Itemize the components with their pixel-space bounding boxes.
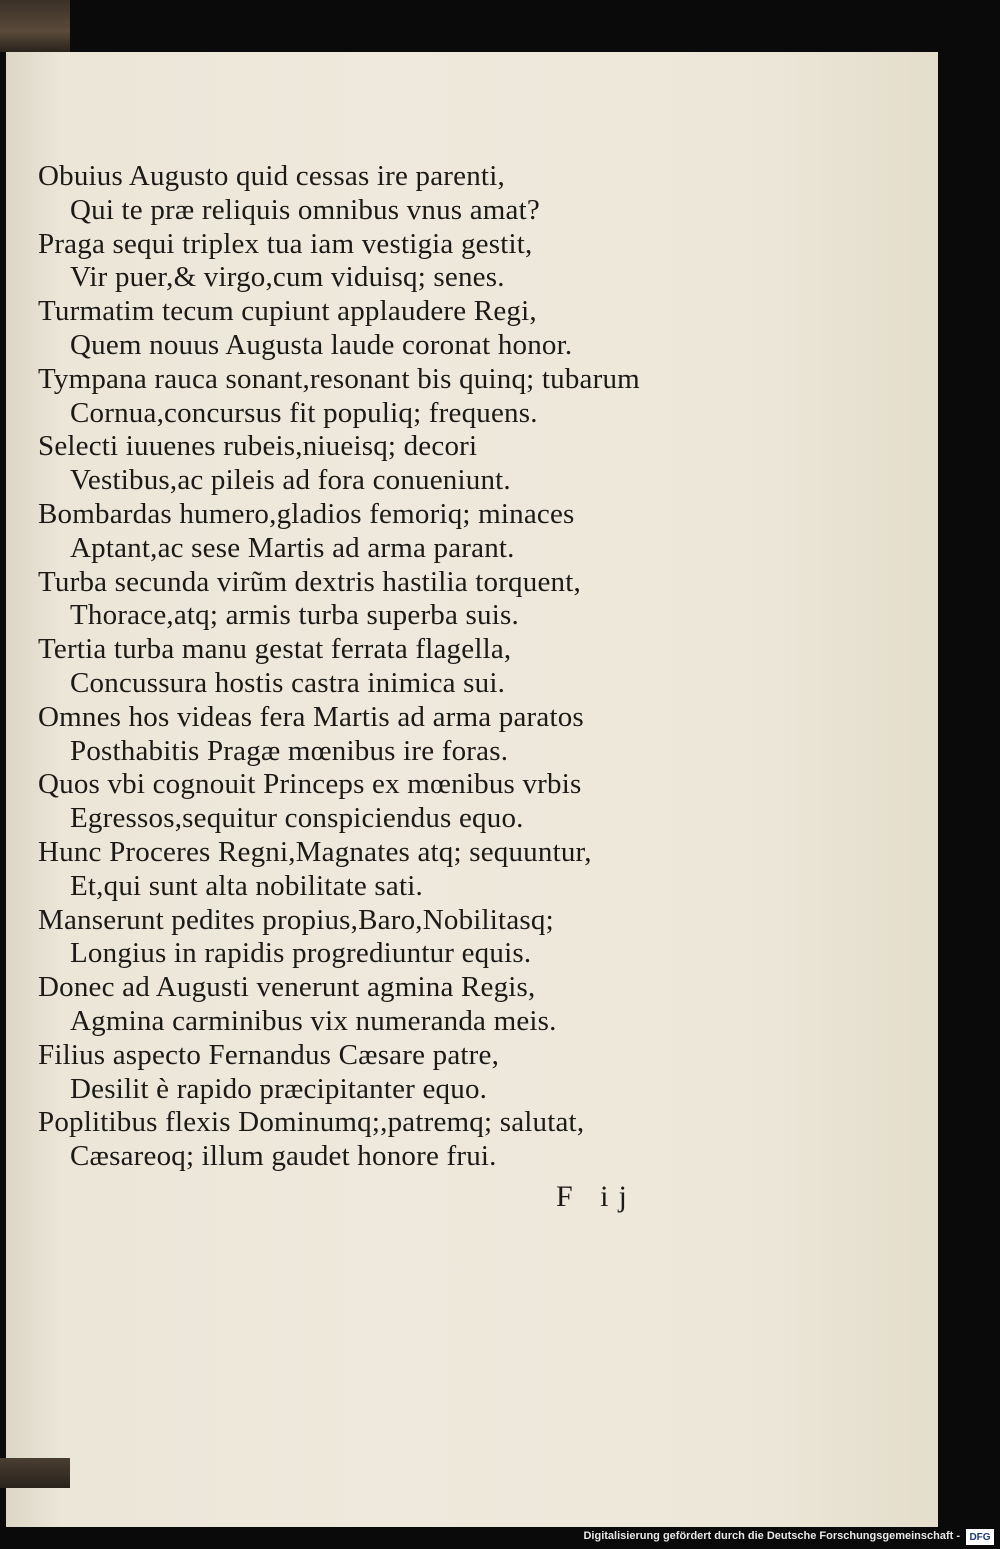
verse-line: Aptant,ac sese Martis ad arma parant. <box>70 531 515 564</box>
verse-line: Quem nouus Augusta laude coronat honor. <box>70 328 573 361</box>
verse-line: Bombardas humero,gladios femoriq; minaces <box>38 497 575 530</box>
verse-line: Cornua,concursus fit populiq; frequens. <box>70 396 538 429</box>
scan-margin <box>938 52 1000 1527</box>
verse-line: Egressos,sequitur conspiciendus equo. <box>70 802 524 835</box>
verse-line: Omnes hos videas fera Martis ad arma paratos <box>38 700 584 733</box>
verse-line: Et,qui sunt alta nobilitate sati. <box>70 869 423 902</box>
verse-line: Obuius Augusto quid cessas ire parenti, <box>38 160 505 192</box>
signature-mark: F ij <box>556 1180 637 1213</box>
verse-line: Posthabitis Pragæ mœnibus ire foras. <box>70 734 509 767</box>
verse-line: Agmina carminibus vix numeranda meis. <box>70 1004 557 1037</box>
funding-footer <box>583 1527 960 1545</box>
verse-line: Longius in rapidis progrediuntur equis. <box>70 937 532 970</box>
verse-line: Cæsareoq; illum gaudet honore frui. <box>70 1140 497 1173</box>
verse-line: Qui te præ reliquis omnibus vnus amat? <box>70 193 540 226</box>
verse-line: Vestibus,ac pileis ad fora conueniunt. <box>70 464 511 497</box>
poem-text <box>30 160 750 1174</box>
verse-line: Thorace,atq; armis turba superba suis. <box>70 599 519 632</box>
funding-note: Digitalisierung gefördert durch die Deutsche Forschungsgemeinschaft - <box>583 1530 960 1542</box>
verse-line: Poplitibus flexis Dominumq;,patremq; salutat, <box>38 1106 585 1139</box>
book-spine-bottom <box>0 1458 70 1488</box>
verse-line: Turba secunda virũm dextris hastilia torquent, <box>38 565 581 598</box>
verse-line: Tympana rauca sonant,resonant bis quinq; tubarum <box>38 362 640 395</box>
book-spine-top <box>0 0 70 52</box>
verse-line: Manserunt pedites propius,Baro,Nobilitasq; <box>38 903 554 936</box>
dfg-logo[interactable]: DFG <box>966 1529 994 1545</box>
verse-line: Tertia turba manu gestat ferrata flagella, <box>38 633 512 666</box>
verse-line: Concussura hostis castra inimica sui. <box>70 666 506 699</box>
verse-line: Filius aspecto Fernandus Cæsare patre, <box>38 1038 500 1071</box>
verse-line: Selecti iuuenes rubeis,niueisq; decori <box>38 430 478 463</box>
verse-line: Quos vbi cognouit Princeps ex mœnibus vrbis <box>38 768 582 801</box>
verse-line: Donec ad Augusti venerunt agmina Regis, <box>38 971 536 1004</box>
verse-line: Turmatim tecum cupiunt applaudere Regi, <box>38 295 537 328</box>
verse-line: Hunc Proceres Regni,Magnates atq; sequuntur, <box>38 835 592 868</box>
verse-line: Vir puer,& virgo,cum viduisq; senes. <box>70 261 505 294</box>
verse-line: Desilit è rapido præcipitanter equo. <box>70 1072 488 1105</box>
verse-line: Praga sequi triplex tua iam vestigia gestit, <box>38 227 533 260</box>
